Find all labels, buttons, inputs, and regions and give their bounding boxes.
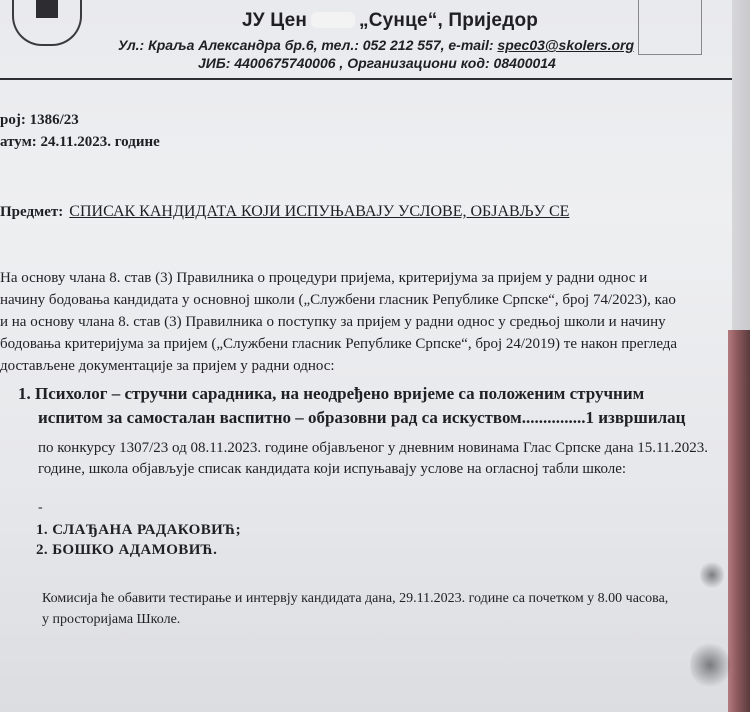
candidate-item: 1. СЛАЂАНА РАДАКОВИЋ; bbox=[36, 522, 242, 538]
closing-line: Комисија ће обавити тестирање и интервју кандидата дана, 29.11.2023. године са почетком у 8.00 часова, bbox=[42, 591, 669, 606]
email-link[interactable]: spec03@skolers.org bbox=[497, 37, 635, 53]
intro-line: бодовања критеријума за пријем („Службени гласник Републике Српске“, број 24/2019) те након прегледа bbox=[0, 336, 678, 352]
subject-text: СПИСАК КАНДИДАТА КОЈИ ИСПУЊАВАЈУ УСЛОВЕ, ОБЈАВЉУ СЕ bbox=[69, 203, 570, 220]
school-name-part2: „Сунце“, Приједор bbox=[359, 10, 539, 31]
position-title-cont: испитом за самосталан васпитно – образовни рад са искуством...............1 извршилац bbox=[38, 408, 686, 427]
intro-line: начину бодовања кандидата у основној школи („Службени гласник Републике Српске“, број 74/2023), као bbox=[0, 292, 676, 308]
subject-label: Предмет: bbox=[0, 204, 64, 220]
background-edge-top bbox=[732, 0, 750, 330]
document-number: рој: 1386/23 bbox=[0, 112, 79, 128]
school-name-part1: ЈУ Цен bbox=[242, 10, 308, 31]
document-date: атум: 24.11.2023. године bbox=[0, 134, 160, 150]
intro-line: На основу члана 8. став (3) Правилника о процедури пријема, критеријума за пријем у радни однос и bbox=[0, 270, 648, 286]
redaction-mark bbox=[311, 12, 355, 28]
crest-emblem-icon bbox=[36, 0, 58, 18]
id-line: ЈИБ: 4400675740006 , Организациони код: 08400014 bbox=[198, 55, 556, 71]
closing-line: у просторијама Школе. bbox=[42, 612, 181, 627]
intro-line: и на основу члана 8. став (3) Правилника о поступку за пријем у радни однос у средњој школи и начину bbox=[0, 314, 666, 330]
dash-mark: - bbox=[38, 500, 43, 515]
background-edge bbox=[728, 330, 750, 712]
address-line bbox=[118, 37, 634, 53]
intro-line: достављене документације за пријем у радни однос: bbox=[0, 358, 335, 374]
subject-line bbox=[0, 203, 569, 221]
header-divider bbox=[0, 78, 732, 80]
school-name bbox=[242, 10, 538, 32]
candidate-item: 2. БОШКО АДАМОВИЋ. bbox=[36, 542, 218, 558]
competition-line: по конкурсу 1307/23 од 08.11.2023. године објављеног у дневним новинама Глас Српске дана 15.11.2023. bbox=[38, 440, 708, 456]
ink-smudge bbox=[700, 560, 724, 590]
address-text: Ул.: Краља Александра бр.6, тел.: 052 212 557, e-mail: bbox=[118, 37, 498, 53]
ink-smudge bbox=[690, 640, 730, 690]
position-title: 1. Психолог – стручни сарадника, на неодређено вријеме са положеним стручним bbox=[18, 384, 645, 403]
sun-logo bbox=[638, 0, 702, 55]
competition-line: године, школа објављује списак кандидата који испуњавају услове на огласној табли школе: bbox=[38, 461, 627, 477]
